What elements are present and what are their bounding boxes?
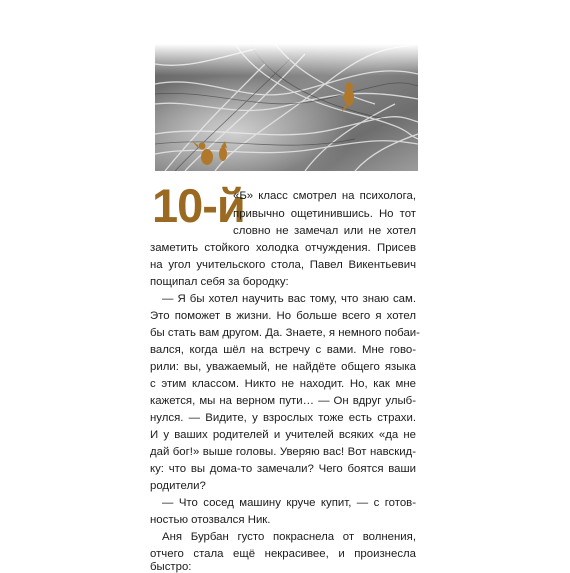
- text-line: на угол учительского стола, Павел Викентьевич: [150, 259, 416, 271]
- text-line: ностью отозвался Ник.: [150, 514, 271, 526]
- text-line: вался, когда шёл на встречу с вами. Мне гово-: [150, 344, 416, 356]
- text-line: быстро:: [150, 561, 192, 573]
- text-line: — Что сосед машину круче купит, — с готов-: [162, 497, 416, 509]
- text-line: Аня Бурбан густо покраснела от волнения,: [162, 531, 416, 543]
- text-line: ку: что вы дома-то замечали? Чего боятся ваши: [150, 463, 416, 475]
- text-line: отчего стала ещё некрасивее, и произнесла: [150, 548, 416, 560]
- text-line: дай бог!» выше головы. Уверяю вас! Вот навскид-: [150, 446, 416, 458]
- text-line: — Я бы хотел научить вас тому, что знаю сам.: [162, 293, 416, 305]
- text-line: словно не замечал или не хотел: [233, 225, 416, 237]
- text-line: «Б» класс смотрел на психолога,: [233, 190, 416, 202]
- text-line: Это поможет в жизни. Но больше всего я хотел: [150, 310, 416, 322]
- drop-cap: 10-й: [152, 179, 245, 232]
- text-line: И у ваших родителей и учителей всяких «да не: [150, 429, 416, 441]
- text-line: нулся. — Видите, у взрослых тоже есть страхи.: [150, 412, 416, 424]
- text-line: бы стать вам другом. Да. Знаете, я немного побаи-: [150, 327, 420, 339]
- text-line: рили: вы, уважаемый, не найдёте общего языка: [150, 361, 416, 373]
- story-illustration: [155, 44, 418, 171]
- text-line: родители?: [150, 480, 206, 492]
- text-line: привычно ощетинившись. Но тот: [233, 208, 416, 220]
- text-line: заметить стойкого холодка отчуждения. Присев: [150, 242, 416, 254]
- text-line: пощипал себя за бородку:: [150, 276, 289, 288]
- text-line: кажется, мы на верном пути… — Он вдруг улыб-: [150, 395, 416, 407]
- text-line: с этим классом. Никто не находит. Но, как мне: [150, 378, 416, 390]
